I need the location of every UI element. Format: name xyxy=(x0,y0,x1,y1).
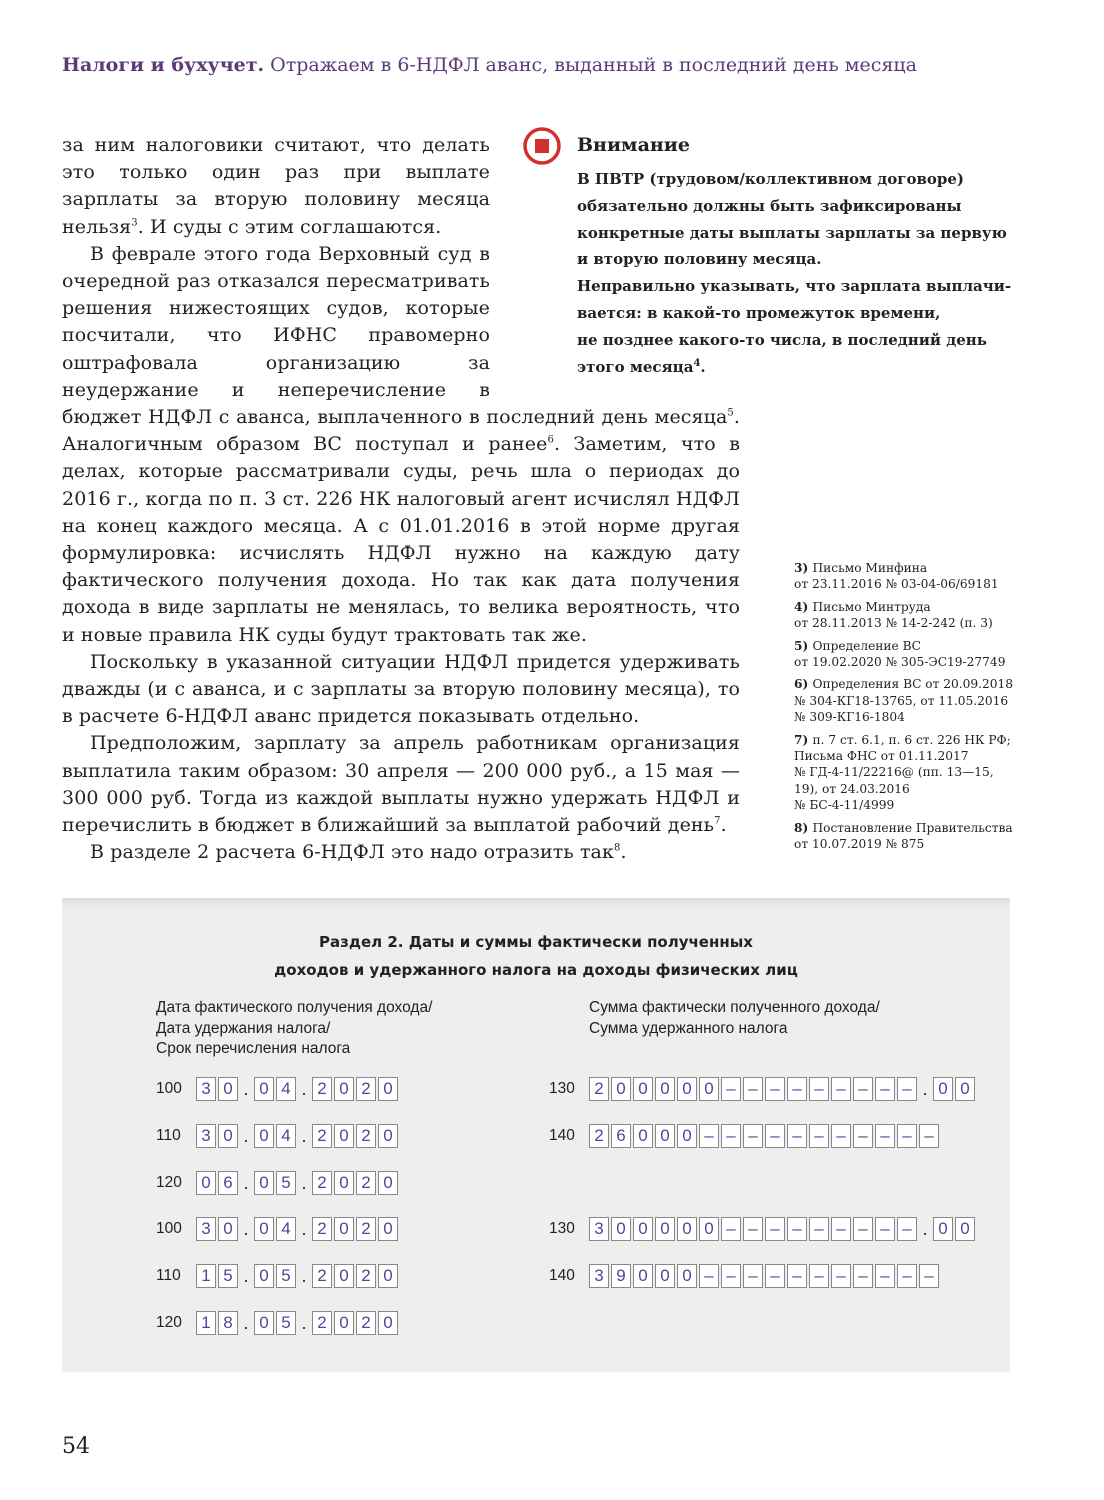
form-cell: – xyxy=(809,1264,829,1288)
form-cell: – xyxy=(919,1264,939,1288)
form-cell: – xyxy=(699,1124,719,1148)
form-cell: – xyxy=(765,1124,785,1148)
form-cell: 0 xyxy=(677,1124,697,1148)
sum-row xyxy=(549,1263,941,1289)
separator-dot: . xyxy=(301,1125,307,1146)
form-cell: 6 xyxy=(611,1124,631,1148)
form-cell: 2 xyxy=(589,1077,609,1101)
line-code: 100 xyxy=(156,1220,182,1237)
form-cell: – xyxy=(721,1217,741,1241)
form-cell: – xyxy=(875,1264,895,1288)
form-cell: – xyxy=(831,1217,851,1241)
form-cell: 0 xyxy=(334,1311,354,1335)
attention-line: Неправильно указывать, что зарплата выплачи- xyxy=(577,277,1012,296)
form-cell: 1 xyxy=(196,1311,216,1335)
form-cell: – xyxy=(853,1217,873,1241)
form-cell: – xyxy=(853,1077,873,1101)
form-cell: 0 xyxy=(633,1124,653,1148)
form-cell: 0 xyxy=(218,1124,238,1148)
separator-dot: . xyxy=(243,1312,249,1333)
form-cell: 5 xyxy=(276,1171,296,1195)
separator-dot: . xyxy=(243,1265,249,1286)
form-cell: 0 xyxy=(611,1077,631,1101)
attention-title: Внимание xyxy=(577,134,690,156)
form-cell: 0 xyxy=(633,1264,653,1288)
form-cell: 2 xyxy=(312,1124,332,1148)
form-cell: 0 xyxy=(933,1077,953,1101)
form-cell: 2 xyxy=(356,1077,376,1101)
form-cell: – xyxy=(787,1124,807,1148)
form-cell: 0 xyxy=(378,1217,398,1241)
form-cell: – xyxy=(743,1077,763,1101)
footnote: 3) Письмо Минфина от 23.11.2016 № 03-04-06/69181 xyxy=(794,561,999,592)
form-cell: 0 xyxy=(218,1077,238,1101)
form-cell: – xyxy=(743,1264,763,1288)
form-cell: 4 xyxy=(276,1124,296,1148)
line-code: 100 xyxy=(156,1080,182,1097)
separator-dot: . xyxy=(301,1172,307,1193)
paragraph-3: Поскольку в указанной ситуации НДФЛ придется удерживать дважды (и с аванса, и с зарплаты за вторую половину месяца), то в расчете 6-НДФЛ аванс придется показывать отдельно. xyxy=(62,650,740,728)
footnotes xyxy=(794,560,1026,859)
form-cell: 3 xyxy=(589,1264,609,1288)
form-cell: 2 xyxy=(312,1171,332,1195)
date-row xyxy=(156,1263,400,1289)
form-cell: – xyxy=(787,1217,807,1241)
date-row xyxy=(156,1123,400,1149)
footnote: 4) Письмо Минтруда от 28.11.2013 № 14-2-242 (п. 3) xyxy=(794,599,993,631)
attention-line: этого месяца$^4$. xyxy=(577,357,706,376)
form-cell: 3 xyxy=(196,1217,216,1241)
form-cell: 2 xyxy=(312,1264,332,1288)
sum-row xyxy=(549,1076,977,1102)
separator-dot: . xyxy=(243,1125,249,1146)
form-title: Раздел 2. Даты и суммы фактически полученных доходов и удержанного налога на доходы физических лиц xyxy=(274,933,798,979)
form-cell: – xyxy=(875,1217,895,1241)
separator-dot: . xyxy=(243,1078,249,1099)
form-cell: 0 xyxy=(334,1171,354,1195)
form-cell: 0 xyxy=(699,1217,719,1241)
stop-icon xyxy=(522,126,562,166)
sum-row xyxy=(549,1216,977,1242)
form-cell: – xyxy=(787,1264,807,1288)
form-cell: – xyxy=(765,1264,785,1288)
form-cell: 0 xyxy=(677,1264,697,1288)
form-cell: 0 xyxy=(378,1077,398,1101)
attention-line: вается: в какой-то промежуток времени, xyxy=(577,303,941,322)
line-code: 140 xyxy=(549,1127,575,1144)
form-cell: 0 xyxy=(611,1217,631,1241)
form-cell: – xyxy=(853,1264,873,1288)
attention-line: обязательно должны быть зафиксированы xyxy=(577,196,962,215)
form-cell: 0 xyxy=(655,1077,675,1101)
form-cell: 0 xyxy=(254,1171,274,1195)
form-cell: – xyxy=(809,1077,829,1101)
form-cell: 3 xyxy=(196,1124,216,1148)
form-cell: 2 xyxy=(356,1171,376,1195)
form-cell: 0 xyxy=(655,1124,675,1148)
form-cell: 0 xyxy=(254,1217,274,1241)
form-cell: 0 xyxy=(334,1124,354,1148)
attention-body xyxy=(577,166,1017,380)
form-cell: 4 xyxy=(276,1077,296,1101)
form-section-2 xyxy=(62,898,1010,1372)
separator-dot: . xyxy=(301,1218,307,1239)
form-cell: 8 xyxy=(218,1311,238,1335)
form-cell: 5 xyxy=(276,1264,296,1288)
form-cell: – xyxy=(897,1264,917,1288)
separator-dot: . xyxy=(922,1218,928,1239)
form-cell: – xyxy=(765,1077,785,1101)
attention-line: не позднее какого-то числа, в последний день xyxy=(577,330,987,349)
line-code: 130 xyxy=(549,1080,575,1097)
form-cell: – xyxy=(831,1264,851,1288)
paragraph-4: Предположим, зарплату за апрель работникам организация выплатила таким образом: 30 апреля — 200 000 руб., а 15 мая — 300 000 руб. Тогда из каждой выплаты нужно удержать НДФЛ и перечислить в бюджет в ближайший за выплатой рабочий день$^7$. xyxy=(62,732,740,837)
date-row xyxy=(156,1076,400,1102)
paragraph-1: за ним налоговики считают, что делать это только один раз при выплате зарплаты за вторую половину месяца нельзя$^3$. И суды с этим соглашаются. xyxy=(62,134,490,238)
form-cell: 0 xyxy=(699,1077,719,1101)
line-code: 110 xyxy=(156,1267,181,1284)
form-cell: 0 xyxy=(196,1171,216,1195)
form-cell: – xyxy=(721,1264,741,1288)
form-cell: – xyxy=(897,1217,917,1241)
form-cell: 3 xyxy=(589,1217,609,1241)
form-cell: 2 xyxy=(589,1124,609,1148)
form-cell: 2 xyxy=(356,1264,376,1288)
form-cell: 0 xyxy=(334,1077,354,1101)
form-cell: 0 xyxy=(254,1077,274,1101)
form-cell: 9 xyxy=(611,1264,631,1288)
attention-line: и вторую половину месяца. xyxy=(577,250,822,269)
form-cell: 2 xyxy=(356,1217,376,1241)
line-code: 140 xyxy=(549,1267,575,1284)
line-code: 120 xyxy=(156,1174,182,1191)
form-cell: 0 xyxy=(378,1264,398,1288)
paragraph-2: В феврале этого года Верховный суд в очередной раз отказался пересматривать решения нижестоящих судов, которые посчитали, что ИФНС правомерно оштрафовала организацию за неудержание и неперечисление в бюджет НДФЛ с аванса, выплаченного в последний день месяца$^5$. Аналогичным образом ВС поступал и ранее$^6$. Заметим, что в делах, которые рассматривали суды, речь шла о периодах до 2016 г., когда по п. 3 ст. 226 НК налоговый агент исчислял НДФЛ на конец каждого месяца. А с 01.01.2016 в этой норме другая формулировка: исчислять НДФЛ нужно на каждую дату фактического получения дохода. Но так как дата получения дохода в виде зарплаты не менялась, то велика вероятность, что и новые правила НК суды будут трактовать так же. xyxy=(62,242,740,646)
left-column-header: Дата фактического получения дохода/ Дата удержания налога/ Срок перечисления налога xyxy=(156,999,433,1057)
form-cell: 4 xyxy=(276,1217,296,1241)
form-cell: 0 xyxy=(955,1217,975,1241)
form-cell: – xyxy=(875,1077,895,1101)
attention-line: В ПВТР (трудовом/коллективном договоре) xyxy=(577,170,965,188)
form-cell: – xyxy=(743,1124,763,1148)
form-cell: 0 xyxy=(378,1171,398,1195)
form-cell: 6 xyxy=(218,1171,238,1195)
form-cell: – xyxy=(897,1124,917,1148)
right-column-header: Сумма фактически полученного дохода/ Сумма удержанного налога xyxy=(589,999,880,1037)
form-cell: 2 xyxy=(312,1077,332,1101)
header-section: Налоги и бухучет. xyxy=(62,54,265,76)
form-cell: – xyxy=(699,1264,719,1288)
attention-line: конкретные даты выплаты зарплаты за первую xyxy=(577,223,1007,242)
footnote: 8) Постановление Правительства от 10.07.2019 № 875 xyxy=(794,820,1013,852)
form-cell: 0 xyxy=(254,1264,274,1288)
form-cell: – xyxy=(809,1217,829,1241)
form-cell: 2 xyxy=(356,1311,376,1335)
separator-dot: . xyxy=(301,1265,307,1286)
form-cell: 0 xyxy=(955,1077,975,1101)
form-cell: 0 xyxy=(334,1217,354,1241)
form-cell: – xyxy=(809,1124,829,1148)
form-cell: – xyxy=(897,1077,917,1101)
page-number: 54 xyxy=(62,1434,90,1459)
date-row xyxy=(156,1170,400,1196)
form-cell: 0 xyxy=(933,1217,953,1241)
sum-row xyxy=(549,1123,941,1149)
form-cell: 0 xyxy=(677,1217,697,1241)
footnote: 6) Определения ВС от 20.09.2018 № 304-КГ18-13765, от 11.05.2016 № 309-КГ16-1804 xyxy=(794,677,1013,725)
form-cell: 2 xyxy=(312,1311,332,1335)
separator-dot: . xyxy=(922,1078,928,1099)
form-cell: – xyxy=(875,1124,895,1148)
line-code: 130 xyxy=(549,1220,575,1237)
form-cell: – xyxy=(721,1124,741,1148)
form-cell: – xyxy=(765,1217,785,1241)
form-cell: 5 xyxy=(276,1311,296,1335)
form-cell: 0 xyxy=(254,1311,274,1335)
form-cell: 0 xyxy=(254,1124,274,1148)
form-cell: – xyxy=(831,1124,851,1148)
form-cell: 0 xyxy=(633,1077,653,1101)
form-cell: 0 xyxy=(378,1124,398,1148)
separator-dot: . xyxy=(301,1312,307,1333)
form-cell: 0 xyxy=(677,1077,697,1101)
separator-dot: . xyxy=(301,1078,307,1099)
footnote: 7) п. 7 ст. 6.1, п. 6 ст. 226 НК РФ; Письма ФНС от 01.11.2017 № ГД-4-11/22216@ (пп. 13—15, 19), от 24.03.2016 № БС-4-11/4999 xyxy=(794,732,1011,813)
form-cell: – xyxy=(919,1124,939,1148)
line-code: 120 xyxy=(156,1314,182,1331)
form-cell: – xyxy=(853,1124,873,1148)
form-cell: 2 xyxy=(312,1217,332,1241)
form-cell: 1 xyxy=(196,1264,216,1288)
form-cell: 5 xyxy=(218,1264,238,1288)
form-cell: 0 xyxy=(655,1217,675,1241)
form-cell: – xyxy=(743,1217,763,1241)
form-cell: 0 xyxy=(334,1264,354,1288)
form-cell: 0 xyxy=(378,1311,398,1335)
footnote: 5) Определение ВС от 19.02.2020 № 305-ЭС19-27749 xyxy=(794,638,1006,670)
form-cell: – xyxy=(831,1077,851,1101)
form-cell: 0 xyxy=(655,1264,675,1288)
running-header xyxy=(62,54,917,76)
form-cell: 0 xyxy=(218,1217,238,1241)
date-row xyxy=(156,1216,400,1242)
form-cell: – xyxy=(787,1077,807,1101)
date-row xyxy=(156,1310,400,1336)
paragraph-5: В разделе 2 расчета 6-НДФЛ это надо отразить так$^8$. xyxy=(90,841,627,864)
form-cell: 3 xyxy=(196,1077,216,1101)
form-cell: 2 xyxy=(356,1124,376,1148)
separator-dot: . xyxy=(243,1172,249,1193)
form-cell: – xyxy=(721,1077,741,1101)
header-title: Отражаем в 6-НДФЛ аванс, выданный в последний день месяца xyxy=(270,54,917,76)
line-code: 110 xyxy=(156,1127,181,1144)
separator-dot: . xyxy=(243,1218,249,1239)
form-cell: 0 xyxy=(633,1217,653,1241)
